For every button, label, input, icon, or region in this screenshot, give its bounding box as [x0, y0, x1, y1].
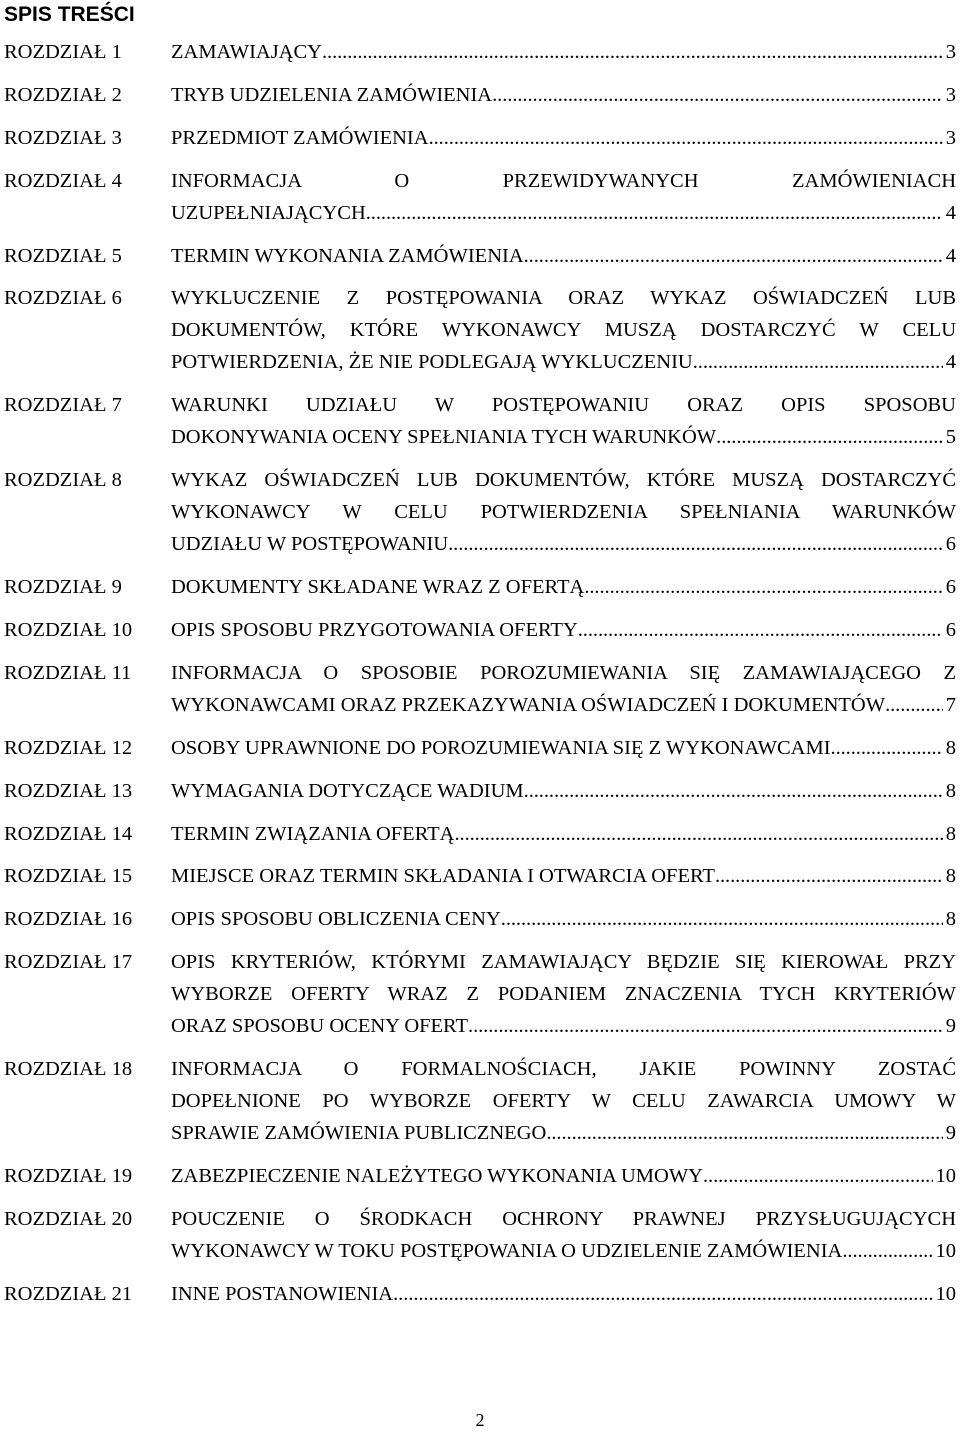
toc-chapter-title — [171, 657, 956, 721]
toc-entry[interactable] — [0, 775, 960, 807]
toc-chapter-label: ROZDZIAŁ 7 — [4, 394, 122, 417]
dot-leader — [885, 689, 943, 721]
toc-page-number: 5 — [945, 426, 956, 449]
toc-page-number: 6 — [945, 576, 956, 599]
toc-entry[interactable] — [0, 614, 960, 646]
toc-chapter-title — [171, 775, 956, 807]
toc-chapter-label: ROZDZIAŁ 19 — [4, 1165, 133, 1188]
dot-leader — [842, 1235, 932, 1267]
dot-leader — [703, 1160, 933, 1192]
page-number: 2 — [475, 1410, 485, 1430]
toc-chapter-label: ROZDZIAŁ 10 — [4, 619, 133, 642]
toc-page-number: 8 — [945, 736, 956, 759]
toc-title-line: ZAMAWIAJĄCY — [171, 41, 322, 63]
dot-leader — [454, 818, 942, 850]
toc-title-line: WYBORZE OFERTY WRAZ Z PODANIEM ZNACZENIA TYCH KRYTERIÓW — [171, 983, 956, 1006]
toc-chapter-label: ROZDZIAŁ 12 — [4, 736, 133, 759]
toc-page-number: 4 — [945, 351, 956, 374]
dot-leader — [546, 1117, 942, 1149]
toc-page-number: 10 — [935, 1239, 956, 1262]
dot-leader — [468, 1010, 943, 1042]
dot-leader — [584, 571, 942, 603]
toc-page-number: 6 — [945, 619, 956, 642]
toc-title-line: WYKLUCZENIE Z POSTĘPOWANIA ORAZ WYKAZ OŚWIADCZEŃ LUB — [171, 287, 956, 310]
toc-page-number: 7 — [945, 693, 956, 716]
toc-chapter-label: ROZDZIAŁ 11 — [4, 661, 132, 684]
toc-chapter-label: ROZDZIAŁ 9 — [4, 576, 122, 599]
dot-leader — [693, 346, 943, 378]
toc-chapter-title — [171, 36, 956, 68]
toc-page-number: 8 — [945, 865, 956, 888]
toc-title-line: POTWIERDZENIA, ŻE NIE PODLEGAJĄ WYKLUCZENIU — [171, 351, 693, 374]
dot-leader — [831, 732, 943, 764]
toc-title-line: INFORMACJA O PRZEWIDYWANYCH ZAMÓWIENIACH — [171, 169, 956, 192]
toc-entry[interactable] — [0, 946, 960, 1042]
toc-title-line: SPRAWIE ZAMÓWIENIA PUBLICZNEGO — [171, 1122, 547, 1145]
dot-leader — [448, 528, 943, 560]
toc-title-line: WYKONAWCY W CELU POTWIERDZENIA SPEŁNIANIA WARUNKÓW — [171, 501, 956, 524]
toc-entry[interactable] — [0, 165, 960, 229]
toc-title-line: OPIS KRYTERIÓW, KTÓRYMI ZAMAWIAJĄCY BĘDZIE SIĘ KIEROWAŁ PRZY — [171, 951, 956, 974]
toc-chapter-title — [171, 240, 956, 272]
toc-title-line: WYKONAWCY W TOKU POSTĘPOWANIA O UDZIELENIE ZAMÓWIENIA — [171, 1239, 843, 1262]
toc-title-line: ORAZ SPOSOBU OCENY OFERT — [171, 1015, 469, 1038]
toc-title-line: DOKUMENTÓW, KTÓRE WYKONAWCY MUSZĄ DOSTARCZYĆ W CELU — [171, 319, 956, 342]
toc-page-number: 4 — [945, 201, 956, 224]
toc-chapter-label: ROZDZIAŁ 20 — [4, 1207, 133, 1230]
toc-entry[interactable] — [0, 1160, 960, 1192]
toc-chapter-title — [171, 903, 956, 935]
toc-entry[interactable] — [0, 860, 960, 892]
toc-entry[interactable] — [0, 1053, 960, 1149]
toc-page-number: 9 — [945, 1015, 956, 1038]
toc-heading: SPIS TREŚCI — [4, 3, 135, 26]
toc-chapter-title — [171, 122, 956, 154]
toc-title-line: PRZEDMIOT ZAMÓWIENIA — [171, 126, 429, 149]
dot-leader — [716, 421, 943, 453]
toc-chapter-title — [171, 860, 956, 892]
toc-page-number: 4 — [945, 244, 956, 267]
toc-title-line: WARUNKI UDZIAŁU W POSTĘPOWANIU ORAZ OPIS SPOSOBU — [171, 394, 956, 417]
toc-entry[interactable] — [0, 122, 960, 154]
toc-entry[interactable] — [0, 36, 960, 68]
toc-chapter-label: ROZDZIAŁ 17 — [4, 951, 133, 974]
toc-chapter-label: ROZDZIAŁ 16 — [4, 908, 133, 931]
toc-chapter-label: ROZDZIAŁ 15 — [4, 865, 133, 888]
toc-chapter-title — [171, 79, 956, 111]
toc-chapter-label: ROZDZIAŁ 21 — [4, 1282, 133, 1305]
toc-page-number: 6 — [945, 533, 956, 556]
toc-chapter-label: ROZDZIAŁ 13 — [4, 779, 133, 802]
toc-title-line: WYKAZ OŚWIADCZEŃ LUB DOKUMENTÓW, KTÓRE MUSZĄ DOSTARCZYĆ — [171, 469, 956, 492]
toc-title-line: DOPEŁNIONE PO WYBORZE OFERTY W CELU ZAWARCIA UMOWY W — [171, 1090, 956, 1113]
toc-title-line: INNE POSTANOWIENIA — [171, 1282, 394, 1305]
toc-chapter-title — [171, 732, 956, 764]
toc-entry[interactable] — [0, 464, 960, 560]
toc-title-line: OPIS SPOSOBU PRZYGOTOWANIA OFERTY — [171, 619, 578, 642]
toc-chapter-label: ROZDZIAŁ 1 — [4, 41, 122, 63]
toc-chapter-title — [171, 614, 956, 646]
toc-chapter-title — [171, 282, 956, 378]
toc-entry[interactable] — [0, 818, 960, 850]
toc-page-number: 9 — [945, 1122, 956, 1145]
toc-title-line: OSOBY UPRAWNIONE DO POROZUMIEWANIA SIĘ Z WYKONAWCAMI — [171, 736, 831, 759]
toc-title-line: TERMIN WYKONANIA ZAMÓWIENIA — [171, 244, 524, 267]
dot-leader — [366, 197, 943, 229]
toc-title-line: DOKONYWANIA OCENY SPEŁNIANIA TYCH WARUNKÓW — [171, 426, 717, 449]
toc-page-number: 3 — [945, 126, 956, 149]
dot-leader — [715, 860, 943, 892]
toc-entry[interactable] — [0, 732, 960, 764]
toc-title-line: WYKONAWCAMI ORAZ PRZEKAZYWANIA OŚWIADCZEŃ I DOKUMENTÓW — [171, 693, 886, 716]
toc-chapter-title — [171, 165, 956, 229]
toc-entry[interactable] — [0, 903, 960, 935]
toc-title-line: WYMAGANIA DOTYCZĄCE WADIUM — [171, 779, 524, 802]
toc-title-line: INFORMACJA O SPOSOBIE POROZUMIEWANIA SIĘ ZAMAWIAJĄCEGO Z — [171, 661, 956, 684]
toc-entry[interactable] — [0, 389, 960, 453]
toc-chapter-label: ROZDZIAŁ 6 — [4, 287, 122, 310]
toc-chapter-title — [171, 464, 956, 560]
toc-title-line: DOKUMENTY SKŁADANE WRAZ Z OFERTĄ — [171, 576, 585, 599]
toc-chapter-label: ROZDZIAŁ 4 — [4, 169, 122, 192]
toc-title-line: OPIS SPOSOBU OBLICZENIA CENY — [171, 908, 501, 931]
dot-leader — [501, 903, 943, 935]
toc-chapter-title — [171, 946, 956, 1042]
toc-title-line: ZABEZPIECZENIE NALEŻYTEGO WYKONANIA UMOWY — [171, 1165, 703, 1188]
dot-leader — [393, 1278, 932, 1310]
toc-chapter-title — [171, 571, 956, 603]
dot-leader — [524, 240, 943, 272]
toc-title-line: UZUPEŁNIAJĄCYCH — [171, 201, 366, 224]
toc-title-line: TRYB UDZIELENIA ZAMÓWIENIA — [171, 83, 493, 106]
toc-title-line: POUCZENIE O ŚRODKACH OCHRONY PRAWNEJ PRZYSŁUGUJĄCYCH — [171, 1207, 956, 1230]
toc-chapter-label: ROZDZIAŁ 2 — [4, 83, 122, 106]
toc-page-number: 3 — [945, 83, 956, 106]
dot-leader — [578, 614, 943, 646]
toc-title-line: UDZIAŁU W POSTĘPOWANIU — [171, 533, 449, 556]
toc-page-number: 8 — [945, 779, 956, 802]
table-of-contents — [0, 36, 960, 1310]
toc-entry[interactable] — [0, 1203, 960, 1267]
toc-entry[interactable] — [0, 571, 960, 603]
toc-chapter-label: ROZDZIAŁ 8 — [4, 469, 122, 492]
toc-chapter-label: ROZDZIAŁ 5 — [4, 244, 122, 267]
toc-title-line: INFORMACJA O FORMALNOŚCIACH, JAKIE POWINNY ZOSTAĆ — [171, 1058, 956, 1081]
toc-chapter-label: ROZDZIAŁ 14 — [4, 822, 133, 845]
toc-chapter-title — [171, 1278, 956, 1310]
toc-entry[interactable] — [0, 240, 960, 272]
toc-chapter-title — [171, 1160, 956, 1192]
toc-entry[interactable] — [0, 79, 960, 111]
toc-page-number: 8 — [945, 822, 956, 845]
toc-entry[interactable] — [0, 1278, 960, 1310]
toc-page-number: 10 — [935, 1165, 956, 1188]
toc-chapter-title — [171, 389, 956, 453]
dot-leader — [429, 122, 943, 154]
toc-title-line: TERMIN ZWIĄZANIA OFERTĄ — [171, 822, 455, 845]
dot-leader — [492, 79, 943, 111]
toc-entry[interactable] — [0, 282, 960, 378]
toc-page-number: 3 — [945, 41, 956, 63]
toc-chapter-title — [171, 818, 956, 850]
toc-chapter-label: ROZDZIAŁ 18 — [4, 1058, 133, 1081]
toc-chapter-label: ROZDZIAŁ 3 — [4, 126, 122, 149]
toc-chapter-title — [171, 1203, 956, 1267]
toc-page-number: 8 — [945, 908, 956, 931]
dot-leader — [524, 775, 943, 807]
toc-chapter-title — [171, 1053, 956, 1149]
toc-page-number: 10 — [935, 1282, 956, 1305]
toc-entry[interactable] — [0, 657, 960, 721]
dot-leader — [322, 36, 943, 68]
toc-title-line: MIEJSCE ORAZ TERMIN SKŁADANIA I OTWARCIA OFERT — [171, 865, 715, 888]
